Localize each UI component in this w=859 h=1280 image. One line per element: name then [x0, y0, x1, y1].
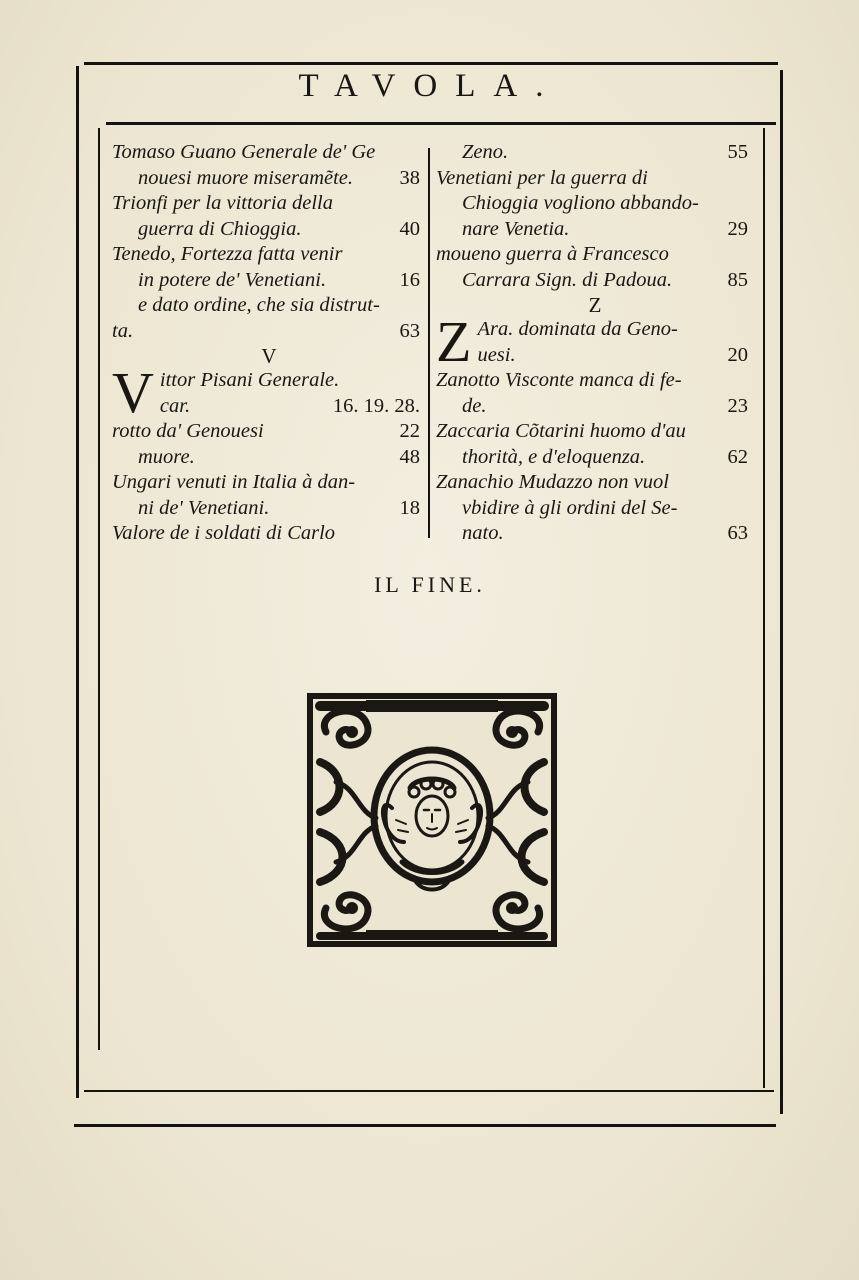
page-number: 16. 19. 28. [332, 394, 420, 417]
entry-line: moueno guerra à Francesco [436, 243, 669, 265]
page-number: 22 [399, 420, 420, 442]
index-entry [112, 191, 426, 242]
entry-line: Zanachio Mudazzo non vuol [436, 471, 669, 493]
entry-line-with-page [112, 394, 426, 420]
index-entry [436, 419, 754, 470]
entry-line: ni de' Venetiani. [138, 496, 270, 519]
title-underline-rule [106, 122, 776, 125]
woodcut-ornament-icon [306, 692, 558, 948]
entry-line-with-page [112, 268, 426, 294]
page-number: 23 [727, 394, 748, 417]
index-entry [112, 242, 426, 293]
entry-line: nato. [462, 522, 504, 544]
left-index-column [112, 140, 426, 547]
entry-line: Zeno. [462, 141, 509, 163]
bottom-frame-rule [74, 1124, 776, 1127]
outer-left-frame-rule [76, 66, 79, 1098]
entry-line: Carrara Sign. di Padoua. [462, 268, 673, 291]
entry-line: Ara. dominata da Geno- [477, 318, 678, 340]
lower-frame-rule [84, 1090, 774, 1092]
inner-right-frame-rule [763, 128, 765, 1088]
index-entry [436, 140, 754, 166]
outer-right-frame-rule [780, 70, 783, 1114]
dropcap-initial: Z [436, 309, 472, 374]
entry-line: nouesi muore miseramẽte. [138, 166, 354, 189]
entry-line: ittor Pisani Generale. [159, 369, 340, 391]
page-number: 63 [399, 319, 420, 342]
entry-line-with-page [112, 319, 426, 345]
page-number: 18 [399, 496, 420, 519]
entry-line-with-page [436, 140, 754, 166]
entry-line-with-page [436, 521, 754, 547]
index-entry [436, 166, 754, 243]
index-entry [436, 368, 754, 419]
entry-line-with-page [112, 445, 426, 471]
page-number: 62 [727, 445, 748, 468]
entry-line-with-page [112, 166, 426, 192]
entry-line: muore. [138, 445, 195, 468]
entry-line-with-page [112, 419, 426, 445]
entry-line-with-page [436, 445, 754, 471]
entry-line: thorità, e d'eloquenza. [462, 445, 646, 468]
page-number: 55 [727, 141, 748, 163]
index-entry [112, 521, 426, 547]
entry-line-with-page [112, 496, 426, 522]
entry-line: Trionfi per la vittoria della [112, 192, 333, 214]
index-entry-dropcap [436, 309, 754, 374]
entry-line: uesi. [477, 343, 516, 366]
entry-line: Venetiani per la guerra di [436, 166, 648, 189]
entry-line: car. [159, 394, 191, 417]
page-number: 16 [399, 268, 420, 291]
page-number: 85 [727, 268, 748, 291]
entry-line: guerra di Chioggia. [138, 217, 302, 240]
entry-line-with-page [112, 217, 426, 243]
index-entry [112, 470, 426, 521]
column-divider-rule [428, 148, 430, 538]
right-index-column [436, 140, 754, 547]
top-frame-rule [84, 62, 778, 65]
page-number: 20 [727, 343, 748, 366]
index-entry [436, 242, 754, 293]
dropcap-initial: V [112, 360, 154, 425]
index-entry-dropcap [112, 360, 426, 425]
index-entry [112, 140, 426, 191]
index-entry [112, 445, 426, 471]
end-text: IL FINE. [374, 572, 486, 597]
entry-line: nare Venetia. [462, 217, 570, 240]
entry-line: Tenedo, Fortezza fatta venir [112, 243, 343, 265]
index-entry [112, 293, 426, 344]
entry-line: in potere de' Venetiani. [138, 268, 327, 291]
entry-line: Chioggia vogliono abbando- [462, 192, 699, 214]
entry-line: de. [462, 394, 487, 417]
entry-line: Tomaso Guano Generale de' Ge [112, 141, 376, 163]
section-letter-z: Z [588, 293, 602, 317]
entry-line: Ungari venuti in Italia à dan- [112, 471, 356, 493]
entry-line-with-page [436, 268, 754, 294]
entry-line: Valore de i soldati di Carlo [112, 522, 336, 544]
entry-line: Zanotto Visconte manca di fe- [436, 369, 682, 391]
page-title: TAVOLA. [298, 68, 562, 104]
page-number: 63 [727, 522, 748, 544]
section-letter-v: V [261, 344, 277, 368]
entry-line-with-page [436, 394, 754, 420]
entry-line: vbidire à gli ordini del Se- [462, 496, 678, 519]
entry-line: Zaccaria Cõtarini huomo d'au [436, 420, 686, 442]
entry-line-with-page [436, 217, 754, 243]
page-number: 29 [727, 217, 748, 240]
index-entry [436, 470, 754, 547]
page-number: 48 [399, 445, 420, 468]
page-number: 40 [399, 217, 420, 240]
page-number: 38 [399, 166, 420, 189]
entry-line: ta. [112, 319, 134, 342]
entry-line: e dato ordine, che sia distrut- [138, 294, 380, 316]
entry-line: rotto da' Genouesi [112, 420, 264, 442]
index-entry [112, 419, 426, 445]
entry-line-with-page [436, 343, 754, 369]
